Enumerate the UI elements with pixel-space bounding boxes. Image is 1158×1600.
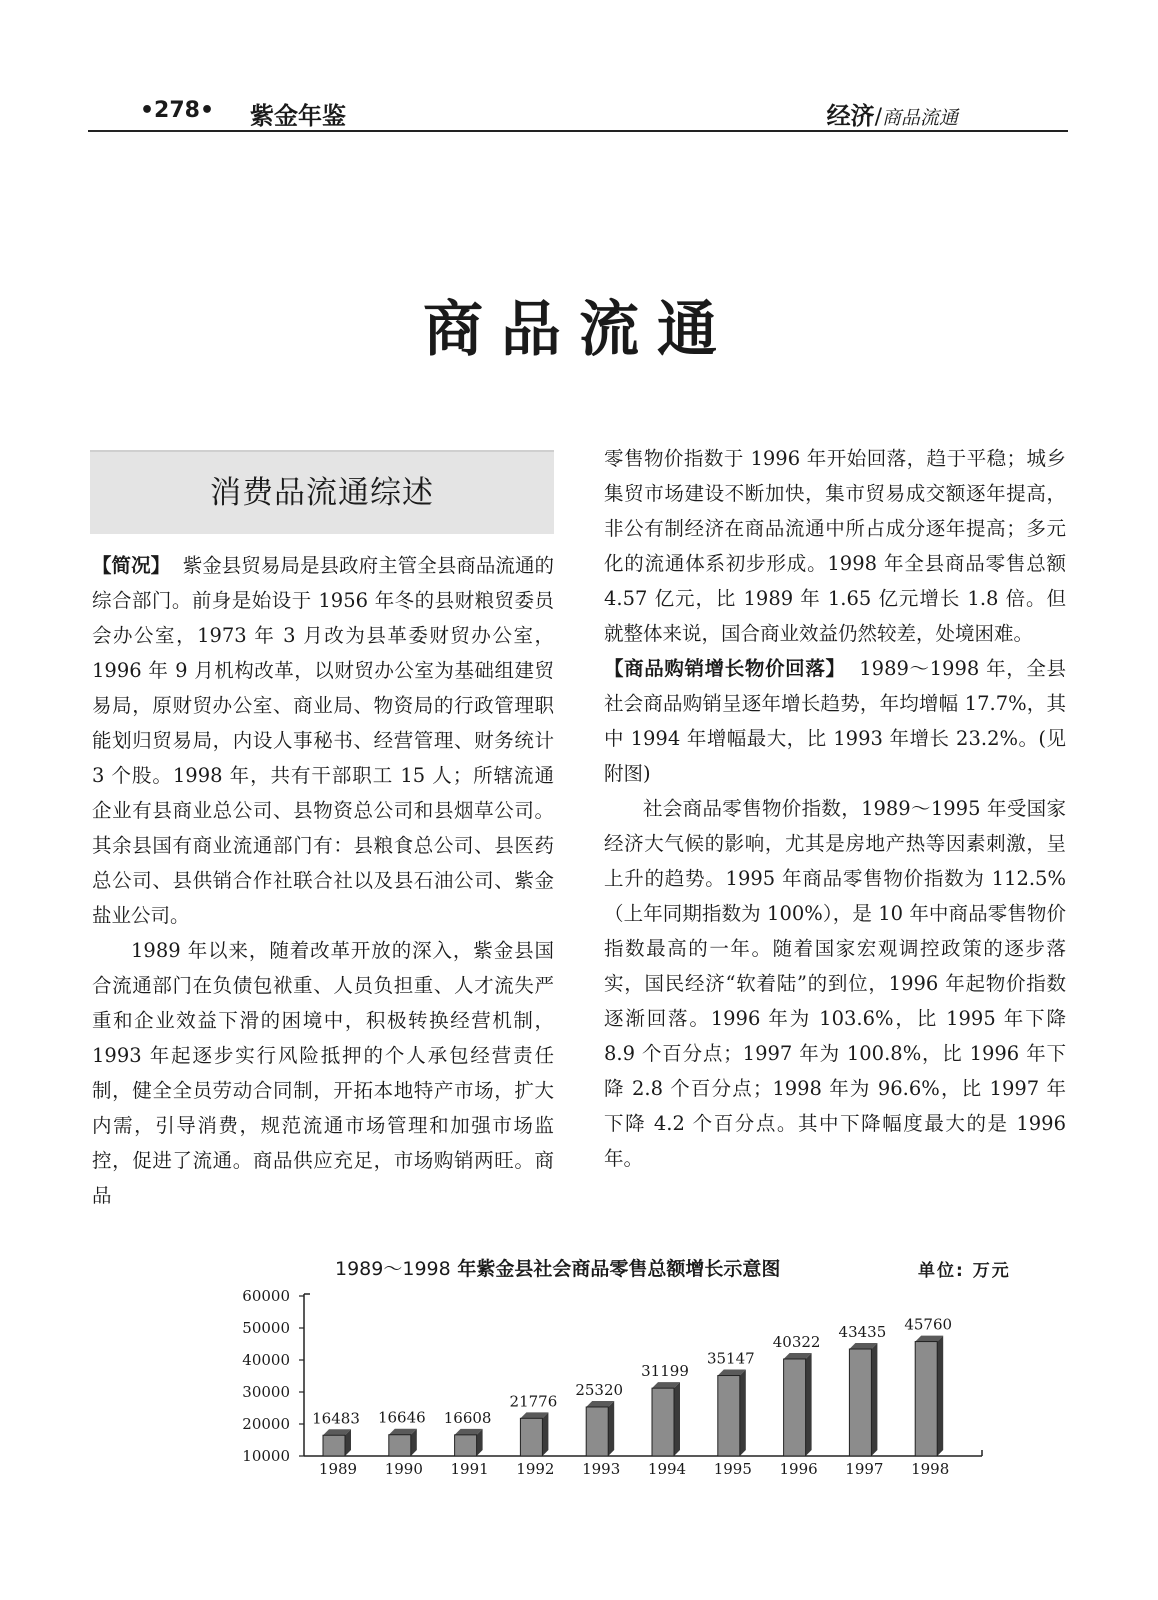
overview-tag: 【简况】: [92, 554, 171, 577]
bar: [520, 1418, 542, 1456]
x-tick-label: 1996: [779, 1460, 818, 1478]
chart-title-years: 1989～1998: [335, 1258, 451, 1280]
bar: [652, 1388, 674, 1456]
paragraph-continued: 零售物价指数于 1996 年开始回落，趋于平稳；城乡集贸市场建设不断加快，集市贸易成交额逐年提高，非公有制经济在商品流通中所占成分逐年提高；多元化的流通体系初步形成。1998 年全县商品零售总额 4.57 亿元，比 1989 年 1.65 亿元增长 1.8 倍。但就整体来说，国合商业效益仍然较差，处境困难。: [604, 447, 1066, 645]
bar: [718, 1376, 740, 1456]
bar-side: [608, 1401, 614, 1456]
bar-value-label: 31199: [641, 1362, 689, 1381]
x-tick-label: 1993: [582, 1460, 621, 1478]
bar-value-label: 40322: [772, 1332, 821, 1351]
bar: [323, 1435, 345, 1456]
chart-title-main: 年紫金县社会商品零售总额增长示意图: [450, 1258, 781, 1280]
y-tick-label: 50000: [242, 1319, 290, 1337]
y-tick-label: 20000: [242, 1415, 290, 1433]
paragraph-price-index: 社会商品零售物价指数，1989～1995 年受国家经济大气候的影响，尤其是房地产热等因素刺激，呈上升的趋势。1995 年商品零售物价指数为 112.5%（上年同期指数为 100%），是 10 年中商品零售物价指数最高的一年。随着国家宏观调控政策的逐步落实，国民经济“软着陆”的到位，1996 年起物价指数逐渐回落。1996 年为 103.6%，比 1995 年下降 8.9 个百分点；1997 年为 100.8%，比 1996 年下降 2.8 个百分点；1998 年为 96.6%，比 1997 年下降 4.2 个百分点。其中下降幅度最大的是 1996 年。: [604, 797, 1066, 1170]
y-tick-label: 10000: [242, 1447, 290, 1465]
section-separator: /: [874, 105, 882, 130]
y-tick-label: 40000: [242, 1351, 290, 1369]
running-header: [88, 94, 1068, 132]
overview-text: 紫金县贸易局是县政府主管全县商品流通的综合部门。前身是始设于 1956 年冬的县财粮贸委员会办公室，1973 年 3 月改为县革委财贸办公室，1996 年 9 月机构改革，以财贸办公室为基础组建贸易局，原财贸办公室、商业局、物资局的行政管理职能划归贸易局，内设人事秘书、经营管理、财务统计 3 个股。1998 年，共有干部职工 15 人；所辖流通企业有县商业总公司、县物资总公司和县烟草公司。其余县国有商业流通部门有：县粮食总公司、县医药总公司、县供销合作社联合社以及县石油公司、紫金盐业公司。: [92, 554, 554, 927]
bar-side: [806, 1353, 812, 1456]
bar-value-label: 43435: [838, 1323, 887, 1342]
book-title: 紫金年鉴: [250, 102, 346, 130]
bar-side: [871, 1343, 877, 1456]
bar: [849, 1349, 871, 1456]
x-tick-label: 1991: [450, 1460, 489, 1478]
y-tick-label: 60000: [242, 1290, 290, 1305]
bar-value-label: 16646: [377, 1408, 426, 1427]
section-main: 经济: [826, 102, 875, 130]
page-title: 商品流通: [423, 295, 735, 365]
article-title-box: [90, 450, 554, 534]
page-number: •278•: [140, 98, 215, 123]
bar-value-label: 25320: [575, 1380, 624, 1399]
bar: [784, 1359, 806, 1456]
x-tick-label: 1989: [318, 1460, 358, 1478]
retail-sales-bar-chart: [230, 1290, 1000, 1500]
x-tick-label: 1998: [911, 1460, 950, 1478]
bar-side: [674, 1382, 680, 1456]
right-column: [604, 441, 1066, 1176]
bar-side: [937, 1336, 943, 1456]
bar-value-label: 16483: [312, 1409, 360, 1428]
y-tick-label: 30000: [242, 1383, 290, 1401]
section-label: [827, 96, 958, 131]
x-tick-label: 1992: [516, 1460, 555, 1478]
paragraph-overview: [92, 548, 554, 933]
bar: [455, 1435, 477, 1456]
left-column: [92, 548, 554, 1213]
x-tick-label: 1997: [845, 1460, 884, 1478]
paragraph-sales-growth: [604, 651, 1066, 791]
bar: [389, 1435, 411, 1456]
paragraph-reform: 1989 年以来，随着改革开放的深入，紫金县国合流通部门在负债包袱重、人员负担重、人才流失严重和企业效益下滑的困境中，积极转换经营机制，1993 年起逐步实行风险抵押的个人承包经营责任制，健全全员劳动合同制，开拓本地特产市场，扩大内需，引导消费，规范流通市场管理和加强市场监控，促进了流通。商品供应充足，市场购销两旺。商品: [92, 939, 554, 1207]
sales-growth-text: 1989～1998 年，全县社会商品购销呈逐年增长趋势，年均增幅 17.7%，其中 1994 年增幅最大，比 1993 年增长 23.2%。(见附图): [604, 657, 1066, 785]
section-sub: 商品流通: [881, 107, 958, 129]
bar-value-label: 45760: [904, 1315, 953, 1334]
bar-side: [740, 1370, 746, 1456]
bar-side: [542, 1412, 548, 1456]
x-tick-label: 1990: [384, 1460, 423, 1478]
article-title: 消费品流通综述: [210, 475, 434, 511]
bar-value-label: 21776: [509, 1392, 558, 1411]
bar-value-label: 35147: [706, 1349, 755, 1368]
x-tick-label: 1994: [647, 1460, 687, 1478]
bar-value-label: 16608: [443, 1408, 492, 1427]
sales-growth-tag: 【商品购销增长物价回落】: [604, 657, 846, 680]
chart-title: [335, 1254, 780, 1281]
bar: [586, 1407, 608, 1456]
x-tick-label: 1995: [713, 1460, 752, 1478]
bar: [915, 1342, 937, 1456]
chart-unit: 单位: 万元: [918, 1261, 1011, 1281]
